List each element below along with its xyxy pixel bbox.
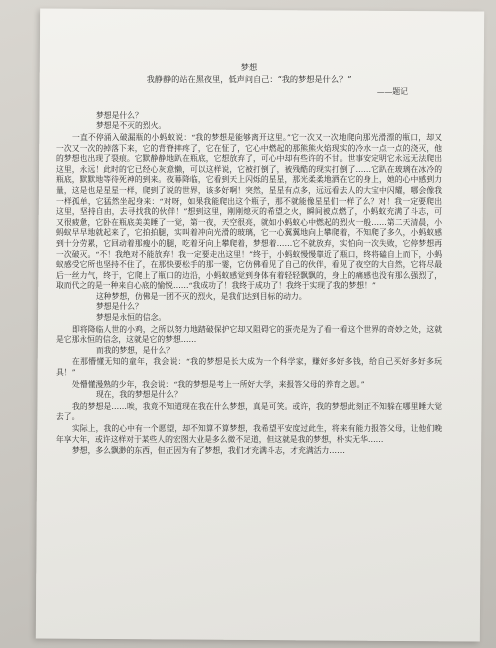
essay-text (56, 62, 442, 602)
intro-lines (56, 111, 442, 132)
reflection-one: 这种梦想，仿佛是一团不灭的烈火，是我们达到目标的动力。 (96, 291, 307, 301)
intro-question: 梦想是什么？ (96, 110, 143, 120)
epigraph-signature: ——题记 (376, 87, 408, 97)
ant-story-paragraph: 一直不停涌入破漏瓶的小蚂蚁说：“我的梦想是能够离开这里。”它一次又一次地爬向那光滑漂的瓶口，却又一次又一次的掉落下来，它的背脊摔疼了，它在怔了，它心中燃起的那熊熊火焰现实的冷水一点一点的浇灭，他的梦想也出现了裂痕。它默静静地趴在瓶底，它想放弃了，可心中却有些许的不甘。世事安定明它永远无法爬出这里，永远！此时的它已经心灰意懒，可以这样说，它被打倒了，被残酷的现实打倒了……它趴在玻璃在冰冷的瓶底，默默地等待死神的到来。夜幕降临，它看到天上闪烁的星星，那光柔柔地洒在它的身上，她的心中感到力量，这是也是星星一样，爬到了说的世界，该多好啊！突然，星星有点多，远远看去人的大宝中闪耀，哪会像我一样孤单，它猛然坐起身来：“对呀，如果我能爬出这个瓶子，那不就能像星星们一样了么？对！我一定要爬出这里，坚持自由，去寻找我的伙伴！”想到这里，刚刚熄灭的希望之火，瞬间被点燃了，小蚂蚁充满了斗志，可又很疲惫，它卧在瓶底美美睡了一觉，第一夜，天空很亮，就如小蚂蚁心中燃起的烈火一般……第二天清晨，小蚂蚁早早地就起来了，它拍拍腿，实叫着冲向光滑的玻璃，它一心翼翼地向上攀爬着，不知爬了多久，小蚂蚁感到十分劳累，它回动着那瘦小的腿，吃着牙向上攀爬着，梦想着……它不就放弃，实怕向一次失败，它停梦想再一次破灭。“不！我绝对不能放弃！我一定要走出这里！”终于，小蚂蚁慢慢靠近了瓶口，终将磕自上而下，小蚂蚁感受它所也坚持不住了，在那快要松手的那一霎，它仿佛看见了自己的伙伴，看见了夜空的大自然，它将尽最后一丝力气，终于，它爬上了瓶口的边沿，小蚂蚁感觉到身体有着轻轻飘飘的，身上的痛感也没有那么强烈了，取而代之的是一种来自心底的愉悦……“我成功了！我终于成功了！我终于实现了我的梦想！” (56, 132, 442, 291)
childhood-paragraph: 在那懵懂无知的童年，我会说：“我的梦想是长大成为一个科学家，赚好多好多钱，给自己买好多好多玩具！” (56, 357, 442, 378)
chick-paragraph: 即将降临人世的小鸡，之所以努力地踏破保护它却又阻碍它的蛋壳是为了看一看这个世界的奇妙之处，这就是它那永恒的信念，这就是它的梦想…… (56, 324, 442, 345)
essay-title: 梦想 (240, 62, 258, 72)
now-question: 现在，我的梦想是什么？ (96, 390, 182, 400)
intro-answer: 梦想是不灭的烈火。 (96, 121, 167, 131)
closing-paragraph: 梦想，多么飘渺的东西，但正因为有了梦想，我们才充满斗志，才充满活力…… (72, 446, 345, 456)
epigraph: 我静静的站在黑夜里，低声问自己：“我的梦想是什么？” (146, 73, 352, 84)
now-answer-paragraph: 我的梦想是……唉，我竟不知道现在我在什么梦想，真是可笑。或许，我的梦想此刻正不知躲在哪里睡大觉去了。 (56, 401, 442, 422)
question-three: 而我的梦想，是什么？ (96, 345, 174, 355)
youth-paragraph: 处懵懂漫熟的少年，我会说：“我的梦想是考上一所好大学，来报答父母的养育之恩。” (72, 379, 365, 389)
answer-two: 梦想是永恒的信念。 (96, 313, 167, 323)
truth-paragraph: 实际上，我的心中有一个愿望，却不知算不算梦想，我希望平安度过此生，将来有能力报答父母，让他们晚年享大年，或许这样对于某些人的宏图大业是多么微不足道，但这就是我的梦想，朴实无华…… (56, 424, 442, 444)
question-two: 梦想是什么？ (96, 302, 143, 312)
